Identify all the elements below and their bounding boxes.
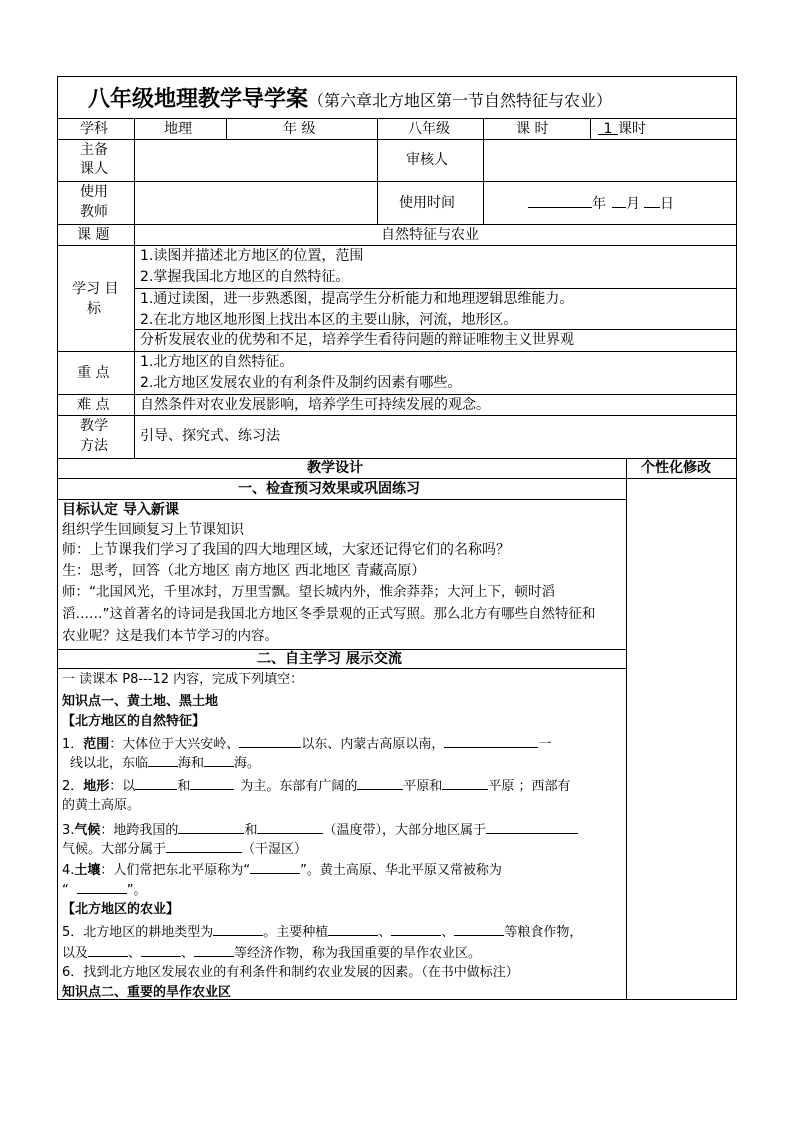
objective-item: 分析发展农业的优势和不足，培养学生看待问题的辩证唯物主义世界观 — [140, 332, 574, 348]
natural-features-heading: 【北方地区的自然特征】 — [62, 714, 206, 729]
method-text: 引导、探究式、练习法 — [140, 428, 280, 444]
grade-value: 八年级 — [408, 121, 450, 137]
row-divider — [134, 288, 737, 289]
row-divider — [57, 499, 626, 500]
row-divider — [57, 245, 737, 246]
row-divider — [57, 668, 626, 669]
focus-item: 1.北方地区的自然特征。 — [140, 354, 294, 370]
col-divider — [134, 118, 135, 458]
q5-line-1: 5．北方地区的耕地类型为 。主要种植 、 、 等粮食作物， — [62, 922, 582, 942]
s2-intro: 一 读课本 P8---12 内容，完成下列填空： — [62, 672, 304, 687]
design-title: 教学设计 — [307, 460, 363, 476]
objective-item: 1.读图并描述北方地区的位置，范围 — [140, 248, 364, 264]
q6-line: 6．找到北方地区发展农业的有利条件和制约农业发展的因素。（在书中做标注） — [62, 965, 519, 980]
period-value: 1 课时 — [598, 120, 646, 138]
period-label: 课 时 — [516, 121, 549, 137]
teacher-label-2: 教师 — [80, 204, 108, 220]
method-label-2: 方法 — [80, 438, 108, 454]
objective-item: 2.在北方地区地形图上找出本区的主要山脉，河流，地形区。 — [140, 312, 518, 328]
row-divider — [57, 224, 737, 225]
row-divider — [57, 351, 737, 352]
main-prep-label-2: 课人 — [80, 161, 108, 177]
use-time-value: 年 月 日 — [528, 194, 674, 213]
use-time-label: 使用时间 — [399, 195, 455, 211]
row-divider — [57, 139, 737, 140]
topic-label: 课 题 — [77, 227, 110, 243]
q3-line-1: 3.气候：地跨我国的 和 （温度带），大部分地区属于 — [62, 820, 578, 840]
s1-line: 师：上节课我们学习了我国的四大地理区域，大家还记得它们的名称吗？ — [62, 542, 510, 558]
q1-line-1: 1．范围：大体位于大兴安岭、 以东、内蒙古高原以南， 一 — [62, 734, 551, 754]
s1-line: 师：“北国风光，千里冰封，万里雪飘。望长城内外，惟余莽莽；大河上下，顿时滔 — [62, 584, 555, 600]
q2-line-2: 的黄土高原。 — [62, 798, 141, 813]
col-divider — [377, 118, 378, 224]
section-2-title: 二、自主学习 展示交流 — [257, 651, 402, 667]
row-divider — [57, 181, 737, 182]
row-divider — [57, 458, 737, 459]
teacher-label-1: 使用 — [80, 184, 108, 200]
col-divider — [483, 118, 484, 224]
personal-edit-title: 个性化修改 — [641, 460, 711, 476]
row-divider — [57, 118, 737, 119]
s1-line: 生：思考，回答（北方地区 南方地区 西北地区 青藏高原） — [62, 563, 426, 579]
topic-value: 自然特征与农业 — [381, 227, 479, 243]
q2-line-1: 2．地形：以 和 为主。东部有广阔的 平原和 平原 ；西部有 — [62, 776, 571, 796]
subject-label: 学科 — [80, 121, 108, 137]
row-divider — [57, 394, 737, 395]
knowledge-point-2: 知识点二、重要的旱作农业区 — [62, 985, 232, 1000]
q3-line-2: 气候。大部分属于 （干湿区） — [62, 839, 307, 859]
col-divider — [590, 118, 591, 139]
agriculture-heading: 【北方地区的农业】 — [62, 902, 180, 917]
knowledge-point-1: 知识点一、黄土地、黑土地 — [62, 694, 219, 709]
grade-label: 年 级 — [283, 121, 316, 137]
col-divider — [626, 458, 627, 999]
main-prep-label-1: 主备 — [80, 142, 108, 158]
difficulty-text: 自然条件对农业发展影响，培养学生可持续发展的观念。 — [140, 397, 490, 413]
difficulty-label: 难 点 — [77, 397, 110, 413]
focus-item: 2.北方地区发展农业的有利条件及制约因素有哪些。 — [140, 375, 462, 391]
method-label-1: 教学 — [80, 418, 108, 434]
section-1-title: 一、检查预习效果或巩固练习 — [238, 481, 420, 497]
q4-line-2: “ ”。 — [62, 880, 147, 900]
objective-item: 1.通过读图，进一步熟悉图，提高学生分析能力和地理逻辑思维能力。 — [140, 291, 574, 307]
row-divider — [134, 329, 737, 330]
row-divider — [57, 415, 737, 416]
s1-line: 滔……”这首著名的诗词是我国北方地区冬季景观的正式写照。那么北方有哪些自然特征和 — [62, 606, 596, 622]
q4-line-1: 4.土壤：人们常把东北平原称为“ ”。黄土高原、华北平原又常被称为 — [62, 860, 502, 880]
reviewer-label: 审核人 — [406, 152, 448, 168]
page-title: 八年级地理教学导学案（第六章北方地区第一节自然特征与农业） — [88, 86, 613, 112]
objectives-label-1: 学习 目 — [72, 281, 119, 297]
q5-line-2: 以及 、 、 等经济作物，称为我国重要的旱作农业区。 — [62, 943, 481, 963]
row-divider — [57, 478, 737, 479]
subject-value: 地理 — [164, 121, 192, 137]
focus-label: 重 点 — [77, 365, 110, 381]
objective-item: 2.掌握我国北方地区的自然特征。 — [140, 269, 350, 285]
s1-line: 农业呢？这是我们本节学习的内容。 — [62, 628, 278, 644]
col-divider — [226, 118, 227, 139]
s1-line: 组织学生回顾复习上节课知识 — [62, 522, 244, 538]
q1-line-2: 线以北，东临 海和 海。 — [62, 753, 260, 773]
objectives-label-2: 标 — [87, 301, 101, 317]
s1-line: 目标认定 导入新课 — [62, 502, 179, 518]
